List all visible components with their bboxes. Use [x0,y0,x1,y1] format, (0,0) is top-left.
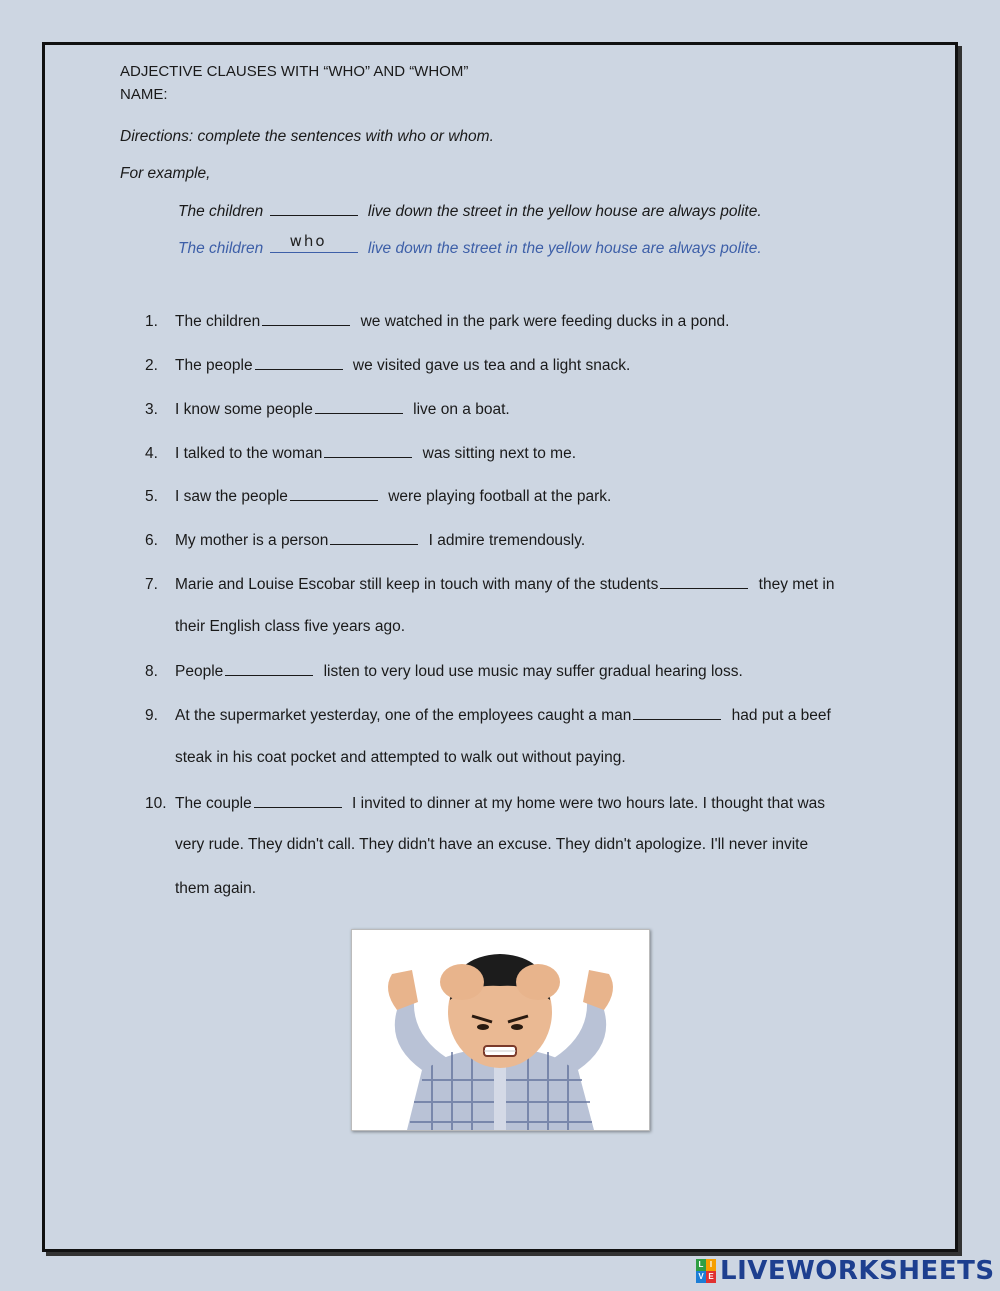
answer-blank[interactable] [290,486,378,501]
directions: Directions: complete the sentences with who or whom. [120,128,494,145]
question-text: I talked to the woman [175,445,323,462]
question-text: I invited to dinner at my home were two hours late. I thought that was [352,795,826,812]
question-item [145,311,729,331]
answer-blank[interactable] [255,355,343,370]
name-label: NAME: [120,86,168,103]
answer-blank[interactable] [330,530,418,545]
question-text: was sitting next to me. [422,445,576,462]
question-text: Marie and Louise Escobar still keep in touch with many of the students [175,576,659,593]
question-text: had put a beef [731,707,831,724]
question-text: My mother is a person [175,532,329,549]
question-item [145,530,585,550]
logo-mark-icon: L I V E [696,1259,716,1283]
example-after: live down the street in the yellow house are always polite. [367,240,762,257]
example-label: For example, [120,165,211,182]
boy-illustration [352,930,649,1130]
question-text: At the supermarket yesterday, one of the employees caught a man [175,707,632,724]
question-text: we visited gave us tea and a light snack. [352,357,631,374]
question-text: them again. [175,880,256,897]
answer-blank[interactable] [633,705,721,720]
question-text: listen to very loud use music may suffer gradual hearing loss. [323,663,743,680]
question-number: 3. [145,401,158,418]
question-number: 5. [145,488,158,505]
answer-blank[interactable] [660,574,748,589]
example-after: live down the street in the yellow house are always polite. [367,203,762,220]
question-text: I saw the people [175,488,288,505]
question-number: 10. [145,795,167,812]
question-number: 6. [145,532,158,549]
example-sentence-answered [178,232,762,258]
question-text: I admire tremendously. [428,532,586,549]
question-text: live on a boat. [413,401,510,418]
liveworksheets-logo [696,1256,995,1286]
question-text: very rude. They didn't call. They didn't have an excuse. They didn't apologize. I'll never invite [175,836,809,853]
answer-blank[interactable] [315,399,403,414]
question-number: 1. [145,313,158,330]
example-blank [270,201,358,216]
example-answer-blank [270,232,358,253]
question-text: I know some people [175,401,313,418]
question-item [145,443,576,463]
answer-blank[interactable] [254,793,342,808]
example-before: The children [178,240,264,257]
question-number: 9. [145,707,158,724]
example-sentence [178,201,762,221]
question-text: The couple [175,795,252,812]
answer-blank[interactable] [324,443,412,458]
question-text: were playing football at the park. [388,488,612,505]
question-text: they met in [758,576,835,593]
logo-text: LIVEWORKSHEETS [720,1256,995,1286]
question-text: The children [175,313,261,330]
angry-boy-photo [351,929,650,1131]
worksheet-page [42,42,958,1252]
question-text: The people [175,357,253,374]
example-before: The children [178,203,264,220]
answer-blank[interactable] [262,311,350,326]
question-text: steak in his coat pocket and attempted to walk out without paying. [175,749,626,766]
question-item [145,399,510,419]
answer-blank[interactable] [225,661,313,676]
question-number: 2. [145,357,158,374]
question-item [145,793,825,813]
question-number: 4. [145,445,158,462]
question-item [145,705,831,725]
question-text: we watched in the park were feeding ducks in a pond. [360,313,730,330]
question-text: their English class five years ago. [175,618,406,635]
question-item [145,574,834,594]
question-text: People [175,663,224,680]
question-number: 8. [145,663,158,680]
example-answer: who [289,232,327,250]
question-item [145,355,630,375]
question-item [145,661,743,681]
question-number: 7. [145,576,158,593]
worksheet-title: ADJECTIVE CLAUSES WITH “WHO” AND “WHOM” [120,63,469,80]
question-item [145,486,611,506]
